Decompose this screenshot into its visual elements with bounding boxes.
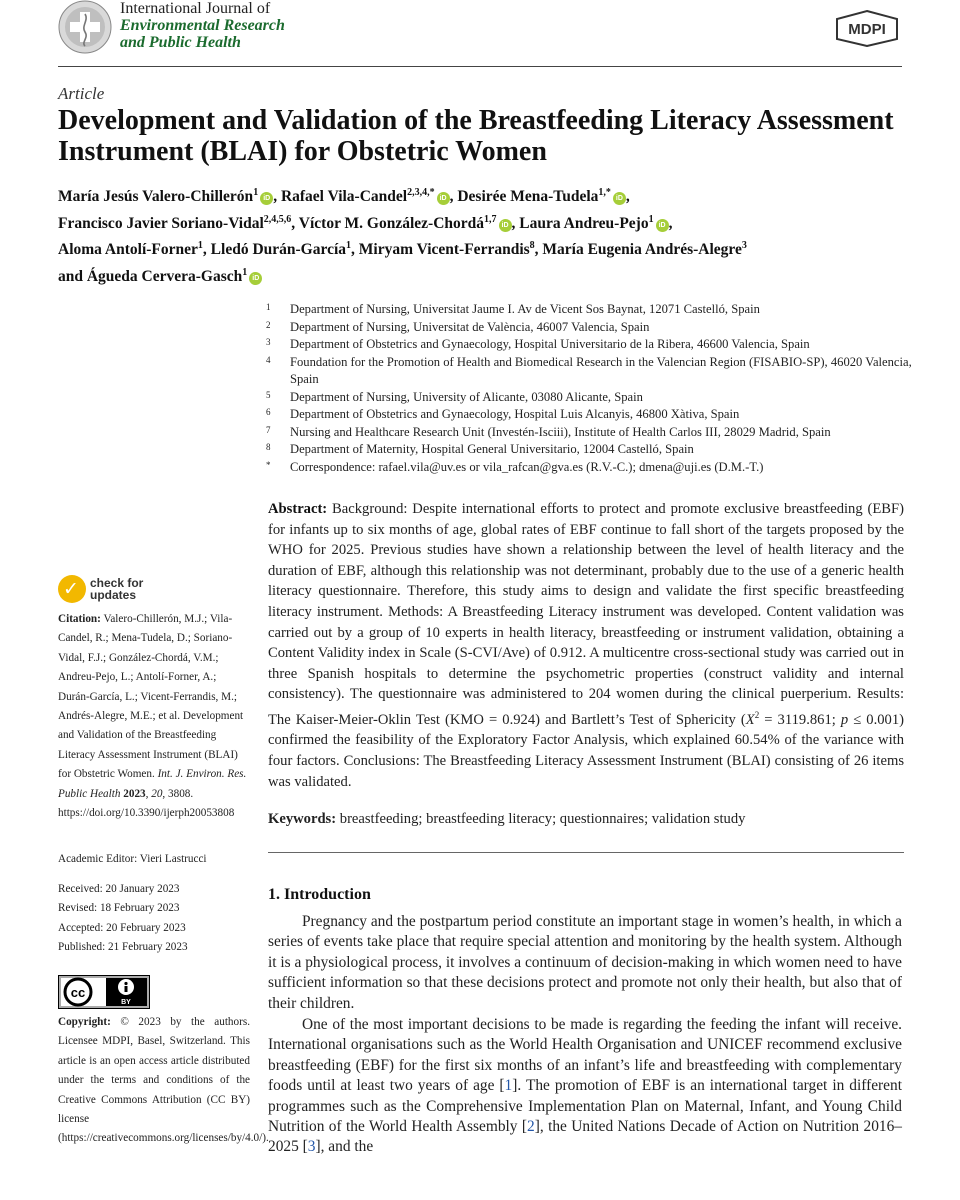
mdpi-logo-text: MDPI [848,21,886,38]
intro-p2-text-b: ]. The promotion of EBF is an international target in different programmes such as the Comprehensive Implementation Plan on Maternal, Infant, and Young Child Nutrition of the World Health Assembly [ [268,1077,902,1136]
affiliation-item [266,319,916,337]
author-separator: , [291,214,299,232]
author-separator: , [511,214,520,232]
author-list [58,182,918,289]
cc-text: cc [70,985,86,1000]
author-name[interactable]: Desirée Mena-Tudela [457,188,599,206]
citation-doi[interactable]: , 3808. https://doi.org/10.3390/ijerph20053808 [58,787,235,820]
affiliation-text: Department of Nursing, Universitat Jaume I. Av de Vicent Sos Baynat, 12071 Castelló, Spain [290,302,760,316]
citation-label: Citation: [58,613,101,625]
check-for-updates-badge[interactable] [58,575,198,607]
author-affiliation-marker: 8 [529,240,535,252]
orcid-icon[interactable]: iD [260,192,273,205]
affiliation-number: 3 [266,337,271,347]
affiliation-number: 6 [266,407,271,417]
author-affiliation-marker: 1 [648,213,654,225]
journal-name [120,0,285,51]
author-affiliation-marker: 2,4,5,6 [263,213,292,225]
affiliation-item [266,424,916,442]
author-name[interactable]: and Águeda Cervera-Gasch [58,268,243,286]
author-separator: , [273,188,281,206]
affiliation-number: 5 [266,389,271,400]
date-received: Received: 20 January 2023 [58,883,180,895]
author-affiliation-marker: 1 [253,187,259,198]
affiliation-text: Department of Obstetrics and Gynaecology, Hospital Universitario de la Ribera, 46600 Valencia, Spain [290,337,810,351]
author-name[interactable]: María Eugenia Andrés-Alegre [542,241,742,259]
affiliation-item [266,301,916,319]
author-affiliation-marker: 1,* [598,187,611,198]
affiliation-number: 2 [266,319,271,330]
author-affiliation-marker: 1 [197,240,203,252]
reference-link[interactable]: 1 [504,1077,513,1095]
affiliation-item [266,389,916,407]
keywords-text: breastfeeding; breastfeeding literacy; questionnaires; validation study [339,811,746,827]
affiliation-text: Department of Nursing, Universitat de València, 46007 Valencia, Spain [290,319,650,334]
author-affiliation-marker: 3 [741,240,747,252]
orcid-icon[interactable]: iD [249,272,262,285]
author-name[interactable]: Víctor M. González-Chordá [298,214,485,232]
cc-by-license-icon[interactable] [58,975,150,1009]
author-separator: , [202,241,211,259]
affiliation-text: Correspondence: rafael.vila@uv.es or vila_rafcan@gva.es (R.V.-C.); dmena@uji.es (D.M.-T.) [290,459,764,474]
abstract-label: Abstract: [268,501,328,517]
keywords-label: Keywords: [268,811,337,827]
author-separator: , [449,188,458,206]
checkmark-icon: ✓ [63,578,79,600]
article-dates [58,880,250,958]
author-separator: , [625,188,630,206]
author-name[interactable]: María Jesús Valero-Chillerón [58,188,254,206]
article-type: Article [58,84,105,103]
journal-name-line1: International Journal of [120,0,271,17]
author-name[interactable]: Aloma Antolí-Forner [58,241,198,259]
keywords [268,809,904,829]
copyright-text: © 2023 by the authors. Licensee MDPI, Basel, Switzerland. This article is an open access article distributed under the terms and conditions of the Creative Commons Attribution (CC BY) license (https://creativecommons.org/licenses/by/4.0/). [58,1016,269,1145]
chi-symbol: X [745,711,755,728]
author-affiliation-marker: 1 [242,266,248,278]
intro-p2-text-d: ], and the [315,1138,374,1156]
affiliation-number: 8 [266,442,271,452]
check-label-line2: updates [90,588,137,602]
check-label-line1: check for [90,576,144,590]
affiliation-text: Foundation for the Promotion of Health and Biomedical Research in the Valencian Region (FISABIO-SP), 46020 Valencia, Spain [290,354,912,386]
citation [58,610,250,823]
copyright-label: Copyright: [58,1016,111,1028]
intro-paragraph-1: Pregnancy and the postpartum period constitute an important stage in women’s health, in which a series of events take place that require special attention and monitoring by the health system. Although it is a physiological process, it involves a continuum of decision-making in which women need to have sufficient information so that these decisions protect and promote not only their health, but also that of their children. [268,913,902,1012]
affiliation-item [266,354,916,389]
abstract-text-3: ≤ 0.001) confirmed the feasibility of the Exploratory Factor Analysis, which explained 60.54% of the variance with four factors. Conclusions: The Breastfeeding Literacy Assessment Instrument (BLAI) consisting of 26 items was validated. [268,711,904,790]
author-name[interactable]: Laura Andreu-Pejo [519,214,649,232]
affiliation-text: Department of Obstetrics and Gynaecology, Hospital Luis Alcanyis, 46800 Xàtiva, Spain [290,407,740,421]
by-text: BY [121,999,131,1006]
orcid-icon[interactable]: iD [499,219,512,232]
citation-volume: , 20 [145,787,163,800]
author-affiliation-marker: 1 [346,240,352,252]
abstract [268,499,904,792]
intro-p2-text-c: ], the United Nations Decade of Action on Nutrition 2016–2025 [ [268,1118,902,1156]
author-name[interactable]: Miryam Vicent-Ferrandis [358,241,530,259]
affiliation-item [266,406,916,424]
citation-journal: Int. J. Environ. Res. Public Health [58,768,247,800]
author-separator: , [534,241,543,259]
article-title: Development and Validation of the Breastfeeding Literacy Assessment Instrument (BLAI) for Obstetric Women [58,105,894,167]
author-separator: , [351,241,359,259]
copyright-notice [58,1013,269,1149]
author-affiliation-marker: 2,3,4,* [407,187,435,198]
intro-p2-text-a: One of the most important decisions to be made is regarding the feeding the infant will receive. International organisations such as the World Health Organisation and UNICEF recommend exclusive breastfeeding (EBF) for the first six months of an infant’s life and breastfeeding with complementary foods until at least two years of age [ [268,1016,902,1095]
affiliation-item [266,459,916,477]
affiliation-text: Department of Maternity, Hospital General Universitario, 12004 Castelló, Spain [290,442,694,456]
mdpi-logo [834,9,900,47]
abstract-text-2: = 3119.861; [759,711,841,728]
orcid-icon[interactable]: iD [613,192,626,205]
chi-exponent: 2 [754,709,760,720]
author-name[interactable]: Francisco Javier Soriano-Vidal [58,214,264,232]
orcid-icon[interactable]: iD [437,192,450,205]
date-revised: Revised: 18 February 2023 [58,902,180,915]
affiliation-item [266,336,916,354]
journal-name-line2: Environmental Research [120,17,285,34]
affiliation-text: Department of Nursing, University of Alicante, 03080 Alicante, Spain [290,389,643,404]
reference-link[interactable]: 2 [527,1118,535,1136]
section-heading-introduction: 1. Introduction [268,886,371,903]
intro-paragraph-2 [268,1015,902,1158]
p-symbol: p [840,711,849,728]
author-separator: , [668,214,673,232]
citation-year: 2023 [123,787,146,800]
affiliation-text: Nursing and Healthcare Research Unit (Investén-Isciii), Institute of Health Carlos III, 28029 Madrid, Spain [290,424,831,439]
affiliation-number: 7 [266,424,271,435]
author-name[interactable]: Rafael Vila-Candel [280,188,408,206]
abstract-text-1: Background: Despite international efforts to protect and promote exclusive breastfeeding (EBF) for infants up to six months of age, global rates of EBF continue to fall short of the targets proposed by the WHO for 2025. Previous studies have shown a relationship between the level of health literacy and the duration of EBF, although this relationship was not determinant, probably due to the use of a generic health literacy questionnaire. Therefore, this study aims to design and validate the first specific breastfeeding literacy instrument. Methods: A Breastfeeding Literacy instrument was developed. Content validation was carried out by a group of 10 experts in health literacy, breastfeeding or instrument validation, obtaining a Content Validity index in Scale (S-CVI/Ave) of 0.912. A multicentre cross-sectional study was carried out in three Spanish hospitals to determine the psychometric properties (construct validity and internal consistency). The questionnaire was administered to 204 women during the clinical puerperium. Results: The Kaiser-Meier-Oklin Test (KMO = 0.924) and Bartlett’s Test of Sphericity ( [268,501,904,728]
affiliation-number: 4 [266,354,271,365]
abstract-divider [268,852,904,853]
author-name[interactable]: Lledó Durán-García [210,241,347,259]
affiliations [266,301,916,476]
orcid-icon[interactable]: iD [656,219,669,232]
journal-name-line3: and Public Health [120,34,241,51]
citation-text: Valero-Chillerón, M.J.; Vila-Candel, R.; Mena-Tudela, D.; Soriano-Vidal, F.J.; González-Chordá, V.M.; Andreu-Pejo, L.; Antolí-Forner, A.; Durán-García, L.; Vicent-Ferrandis, M.; Andrés-Alegre, M.E.; et al. Development and Validation of the Breastfeeding Literacy Assessment Instrument (BLAI) for Obstetric Women. [58,613,244,781]
affiliation-number: * [266,459,271,470]
academic-editor: Academic Editor: Vieri Lastrucci [58,853,207,865]
affiliation-item [266,441,916,459]
affiliation-number: 1 [266,302,271,312]
date-accepted: Accepted: 20 February 2023 [58,921,186,934]
author-affiliation-marker: 1,7 [484,213,497,225]
date-published: Published: 21 February 2023 [58,941,188,954]
header-divider [58,66,902,67]
journal-logo [58,0,112,54]
reference-link[interactable]: 3 [307,1138,316,1156]
